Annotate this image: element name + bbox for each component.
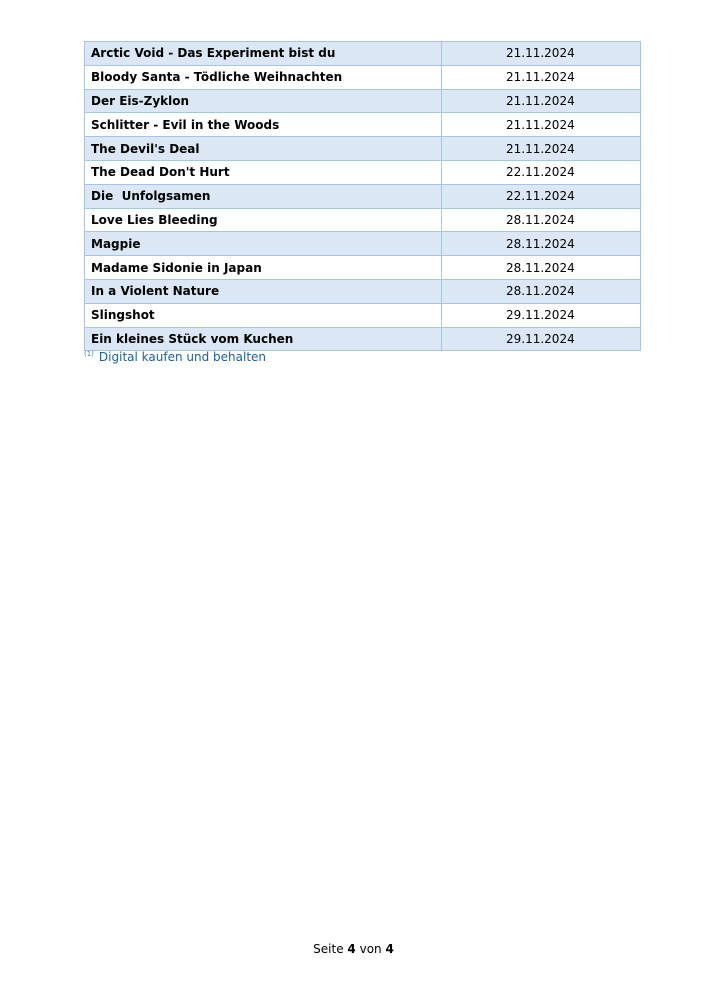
page-of-label: von [359, 942, 382, 956]
release-table-body [85, 42, 641, 351]
release-date: 28.11.2024 [442, 279, 641, 303]
table-row [85, 279, 641, 303]
release-title: Der Eis-Zyklon [85, 89, 442, 113]
footnote-text: Digital kaufen und behalten [98, 350, 267, 364]
total-page-count: 4 [385, 942, 394, 956]
release-date: 22.11.2024 [442, 184, 641, 208]
release-date: 29.11.2024 [442, 327, 641, 351]
release-title: Die Unfolgsamen [85, 184, 442, 208]
table-row [85, 208, 641, 232]
table-row [85, 42, 641, 66]
footnote-marker: (1) [84, 350, 94, 358]
release-title: Love Lies Bleeding [85, 208, 442, 232]
release-title: Ein kleines Stück vom Kuchen [85, 327, 442, 351]
table-row [85, 327, 641, 351]
release-date: 21.11.2024 [442, 137, 641, 161]
release-date: 22.11.2024 [442, 160, 641, 184]
release-date: 28.11.2024 [442, 232, 641, 256]
release-date: 21.11.2024 [442, 65, 641, 89]
release-title: Magpie [85, 232, 442, 256]
page-label: Seite [313, 942, 344, 956]
release-title: In a Violent Nature [85, 279, 442, 303]
release-title: Arctic Void - Das Experiment bist du [85, 42, 442, 66]
table-row [85, 89, 641, 113]
table-row [85, 113, 641, 137]
release-date: 21.11.2024 [442, 89, 641, 113]
release-title: Slingshot [85, 303, 442, 327]
table-row [85, 256, 641, 280]
release-title: The Dead Don't Hurt [85, 160, 442, 184]
release-title: Schlitter - Evil in the Woods [85, 113, 442, 137]
release-table-container [84, 41, 641, 351]
table-row [85, 137, 641, 161]
release-title: Madame Sidonie in Japan [85, 256, 442, 280]
release-title: The Devil's Deal [85, 137, 442, 161]
footnote [84, 350, 266, 364]
release-table [84, 41, 641, 351]
table-row [85, 184, 641, 208]
table-row [85, 65, 641, 89]
release-date: 21.11.2024 [442, 42, 641, 66]
table-row [85, 303, 641, 327]
page-number-footer [0, 942, 707, 956]
release-date: 28.11.2024 [442, 256, 641, 280]
release-date: 28.11.2024 [442, 208, 641, 232]
table-row [85, 160, 641, 184]
table-row [85, 232, 641, 256]
release-date: 29.11.2024 [442, 303, 641, 327]
release-date: 21.11.2024 [442, 113, 641, 137]
release-title: Bloody Santa - Tödliche Weihnachten [85, 65, 442, 89]
current-page-number: 4 [347, 942, 356, 956]
